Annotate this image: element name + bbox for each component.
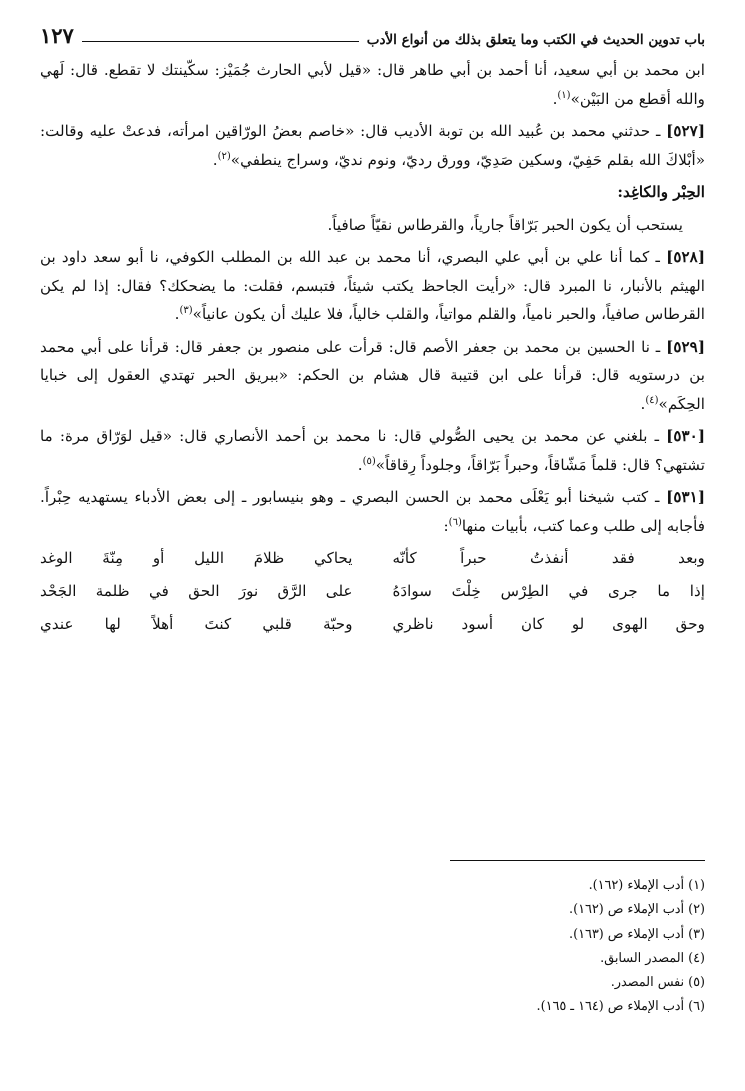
- hadith-number: [٥٣١]: [666, 488, 705, 506]
- punctuation: .: [357, 455, 363, 474]
- verse-second-hemistich: وحبّة قلبي كنتَ أهلاً لها عندي: [40, 615, 353, 633]
- paragraph-text: ـ كما أنا علي بن أبي علي البصري، أنا محمد بن عبد الله بن المطلب الكوفي، نا أبو سعد داود بن الهيثم بالأنبار، نا المبرد قال: «رأيت الجاحظ يكتب شيئاً، فتبسم، فقلت: ما يضحكك؟ فقال: إذا لم يكن القرطاس صافياً، والحبر نامياً، والقلم مواتياً، والقلب خالياً، فلا عليك أن يكون عانياً»: [40, 248, 705, 323]
- header-rule: [82, 41, 359, 42]
- paragraph-text: ـ بلغني عن محمد بن يحيى الصُّولي قال: نا محمد بن أحمد الأنصاري قال: «قيل لوَرّاق مرة: ما تشتهي؟ قال: قلماً مَشّاقاً، وحبراً بَرّاقاً، وجلوداً رِقاقاً»: [40, 427, 705, 474]
- punctuation: .: [640, 394, 646, 413]
- footnotes: [537, 874, 705, 1020]
- footnote-marker: (٣): [179, 304, 193, 316]
- footnote: (٤) المصدر السابق.: [600, 950, 705, 966]
- paragraph-529: [40, 333, 705, 419]
- book-page: [40, 18, 705, 1078]
- footnote: (٢) أدب الإملاء ص (١٦٢).: [569, 902, 705, 918]
- hadith-number: [٥٢٧]: [666, 122, 705, 140]
- punctuation: :: [443, 516, 449, 535]
- verse-first-hemistich: وحق الهوى لو كان أسود ناظري: [392, 615, 705, 633]
- verse-second-hemistich: على الرَّق نورَ الحق في ظلمة الجَحْد: [40, 582, 353, 600]
- footnote-marker: (٤): [645, 394, 659, 406]
- hadith-number: [٥٣٠]: [666, 427, 705, 445]
- footnote-marker: (٦): [448, 516, 462, 528]
- main-text: [40, 56, 705, 643]
- paragraph-intro: يستحب أن يكون الحبر بَرّاقاً جارياً، والقرطاس نقيّاً صافياً.: [327, 215, 683, 234]
- verse-first-hemistich: إذا ما جرى في الطِرْس خِلْتَ سوادَهُ: [392, 582, 705, 600]
- footnote-marker: (٥): [362, 455, 376, 467]
- footnote: (٥) نفس المصدر.: [610, 975, 705, 991]
- footnote: (٦) أدب الإملاء ص (١٦٤ ـ ١٦٥).: [536, 999, 705, 1015]
- paragraph: [40, 56, 705, 113]
- paragraph-text: ـ حدثني محمد بن عُبيد الله بن توبة الأديب قال: «خاصم بعضُ الورّاقين امرأته، فدعتْ عليه وقالت: «أبْلاكَ الله بقلم حَفِيّ، وسكين صَدِيّ، وورق رديّ، ونوم نديّ، وسراج ينطفي»: [40, 122, 705, 169]
- section-heading: الحِبْر والكاغِد:: [617, 183, 705, 201]
- paragraph-text: ـ نا الحسين بن محمد بن جعفر الأصم قال: قرأت على منصور بن جعفر قال: قرأنا على أبي محمد بن درستويه قال: قرأنا على ابن قتيبة قال هشام بن الحكم: «ببريق الحبر تهتدي العقول إلى خبايا الحِكَم»: [40, 337, 705, 413]
- footnote: (٣) أدب الإملاء ص (١٦٣).: [569, 926, 705, 942]
- paragraph-527: [40, 117, 705, 174]
- punctuation: .: [552, 89, 558, 108]
- verse-line: [40, 544, 705, 577]
- footnote-marker: (١): [557, 89, 571, 101]
- paragraph-text: ابن محمد بن أبي سعيد، أنا أحمد بن أبي طاهر قال: «قيل لأبي الحارث جُمَيْز: سكّينتك لا تقطع. قال: لَهي والله أقطع من البَيْن»: [40, 61, 705, 108]
- punctuation: .: [212, 150, 218, 169]
- verse-first-hemistich: وبعد فقد أنفذتُ حبراً كأنّه: [392, 549, 705, 567]
- footnote: (١) أدب الإملاء (١٦٢).: [588, 878, 705, 893]
- verse-second-hemistich: يحاكي ظلامَ الليل أو مِنّةَ الوغد: [40, 549, 353, 567]
- page-number: ١٢٧: [40, 23, 74, 48]
- running-header: [40, 18, 705, 48]
- verse-line: [40, 577, 705, 610]
- verse-line: [40, 610, 705, 643]
- hadith-number: [٥٢٨]: [666, 248, 705, 266]
- paragraph-text: ـ كتب شيخنا أبو يَعْلَى محمد بن الحسن البصري ـ وهو بنيسابور ـ إلى بعض الأدباء يستهديه حِبْراً. فأجابه إلى طلب وعما كتب، بأبيات منها: [40, 488, 705, 535]
- footnote-separator: [450, 860, 705, 861]
- paragraph-530: [40, 422, 705, 479]
- paragraph-531: [40, 483, 705, 540]
- hadith-number: [٥٢٩]: [666, 337, 705, 356]
- punctuation: .: [174, 305, 180, 323]
- poem: [40, 544, 705, 643]
- footnote-marker: (٢): [217, 150, 231, 162]
- paragraph-528: [40, 243, 705, 329]
- chapter-title: باب تدوين الحديث في الكتب وما يتعلق بذلك من أنواع الأدب: [366, 32, 705, 48]
